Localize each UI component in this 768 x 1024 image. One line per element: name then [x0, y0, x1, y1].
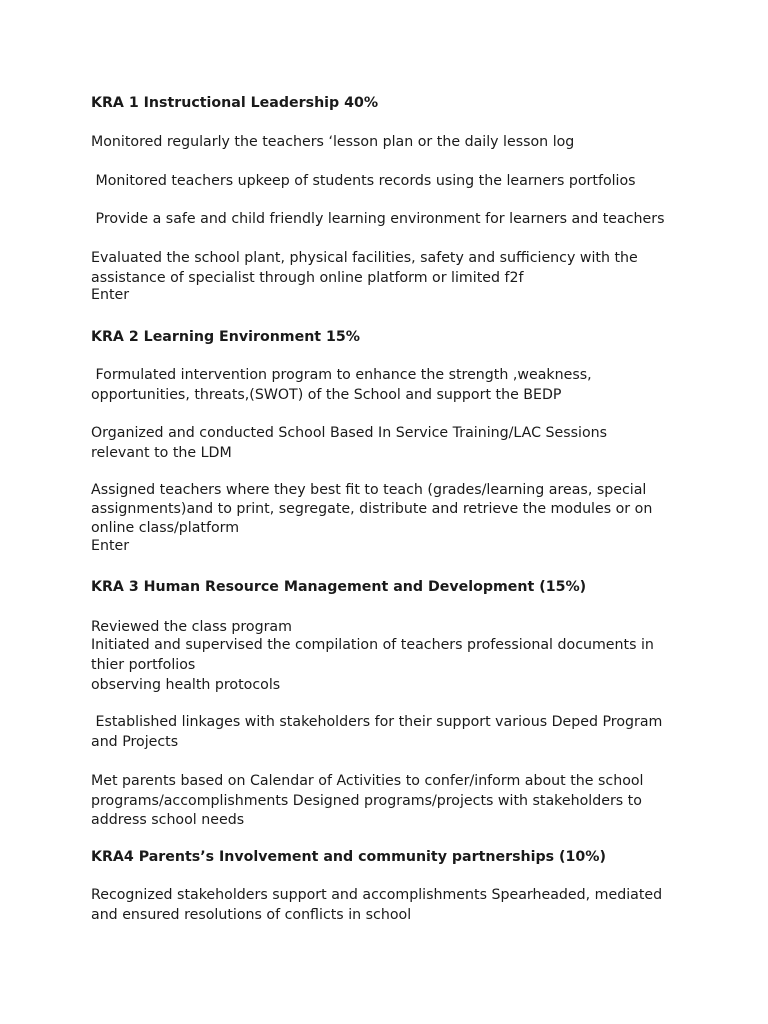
- kra3-paragraph-3-line-2: programs/accomplishments Designed programs/projects with stakeholders to: [91, 793, 642, 809]
- kra3-paragraph-1-line-3: thier portfolios: [91, 657, 196, 673]
- kra2-paragraph-3-line-3: online class/platform: [91, 520, 240, 536]
- kra1-paragraph-3: Provide a safe and child friendly learning environment for learners and teachers: [91, 211, 665, 227]
- kra3-paragraph-1-line-1: Reviewed the class program: [91, 619, 292, 635]
- kra1-paragraph-4-line-2: assistance of specialist through online platform or limited f2f: [91, 270, 524, 286]
- kra3-paragraph-2-line-2: and Projects: [91, 734, 179, 750]
- kra4-paragraph-1-line-1: Recognized stakeholders support and accomplishments Spearheaded, mediated: [91, 887, 663, 903]
- kra1-paragraph-2: Monitored teachers upkeep of students records using the learners portfolios: [91, 173, 636, 189]
- kra2-paragraph-1-line-1: Formulated intervention program to enhance the strength ,weakness,: [91, 367, 592, 383]
- kra1-paragraph-4-line-1: Evaluated the school plant, physical facilities, safety and sufficiency with the: [91, 250, 638, 266]
- kra2-paragraph-3-line-1: Assigned teachers where they best fit to teach (grades/learning areas, special: [91, 482, 647, 498]
- kra3-paragraph-3-line-3: address school needs: [91, 812, 245, 828]
- kra2-paragraph-1-line-2: opportunities, threats,(SWOT) of the School and support the BEDP: [91, 387, 562, 403]
- kra3-paragraph-2-line-1: Established linkages with stakeholders for their support various Deped Program: [91, 714, 663, 730]
- kra1-paragraph-1: Monitored regularly the teachers ‘lesson plan or the daily lesson log: [91, 134, 575, 150]
- kra1-enter-text: Enter: [91, 287, 130, 303]
- kra2-heading: KRA 2 Learning Environment 15%: [91, 329, 360, 345]
- kra3-paragraph-1-line-4: observing health protocols: [91, 677, 281, 693]
- kra3-paragraph-1-line-2: Initiated and supervised the compilation of teachers professional documents in: [91, 637, 654, 653]
- kra4-heading: KRA4 Parents’s Involvement and community partnerships (10%): [91, 849, 606, 865]
- kra3-heading: KRA 3 Human Resource Management and Development (15%): [91, 579, 587, 595]
- kra2-paragraph-3-line-2: assignments)and to print, segregate, distribute and retrieve the modules or on: [91, 501, 653, 517]
- kra2-paragraph-2-line-1: Organized and conducted School Based In Service Training/LAC Sessions: [91, 425, 608, 441]
- kra2-enter-text: Enter: [91, 538, 130, 554]
- kra4-paragraph-1-line-2: and ensured resolutions of conflicts in school: [91, 907, 412, 923]
- kra3-paragraph-3-line-1: Met parents based on Calendar of Activities to confer/inform about the school: [91, 773, 644, 789]
- kra2-paragraph-2-line-2: relevant to the LDM: [91, 445, 232, 461]
- kra1-heading: KRA 1 Instructional Leadership 40%: [91, 95, 379, 111]
